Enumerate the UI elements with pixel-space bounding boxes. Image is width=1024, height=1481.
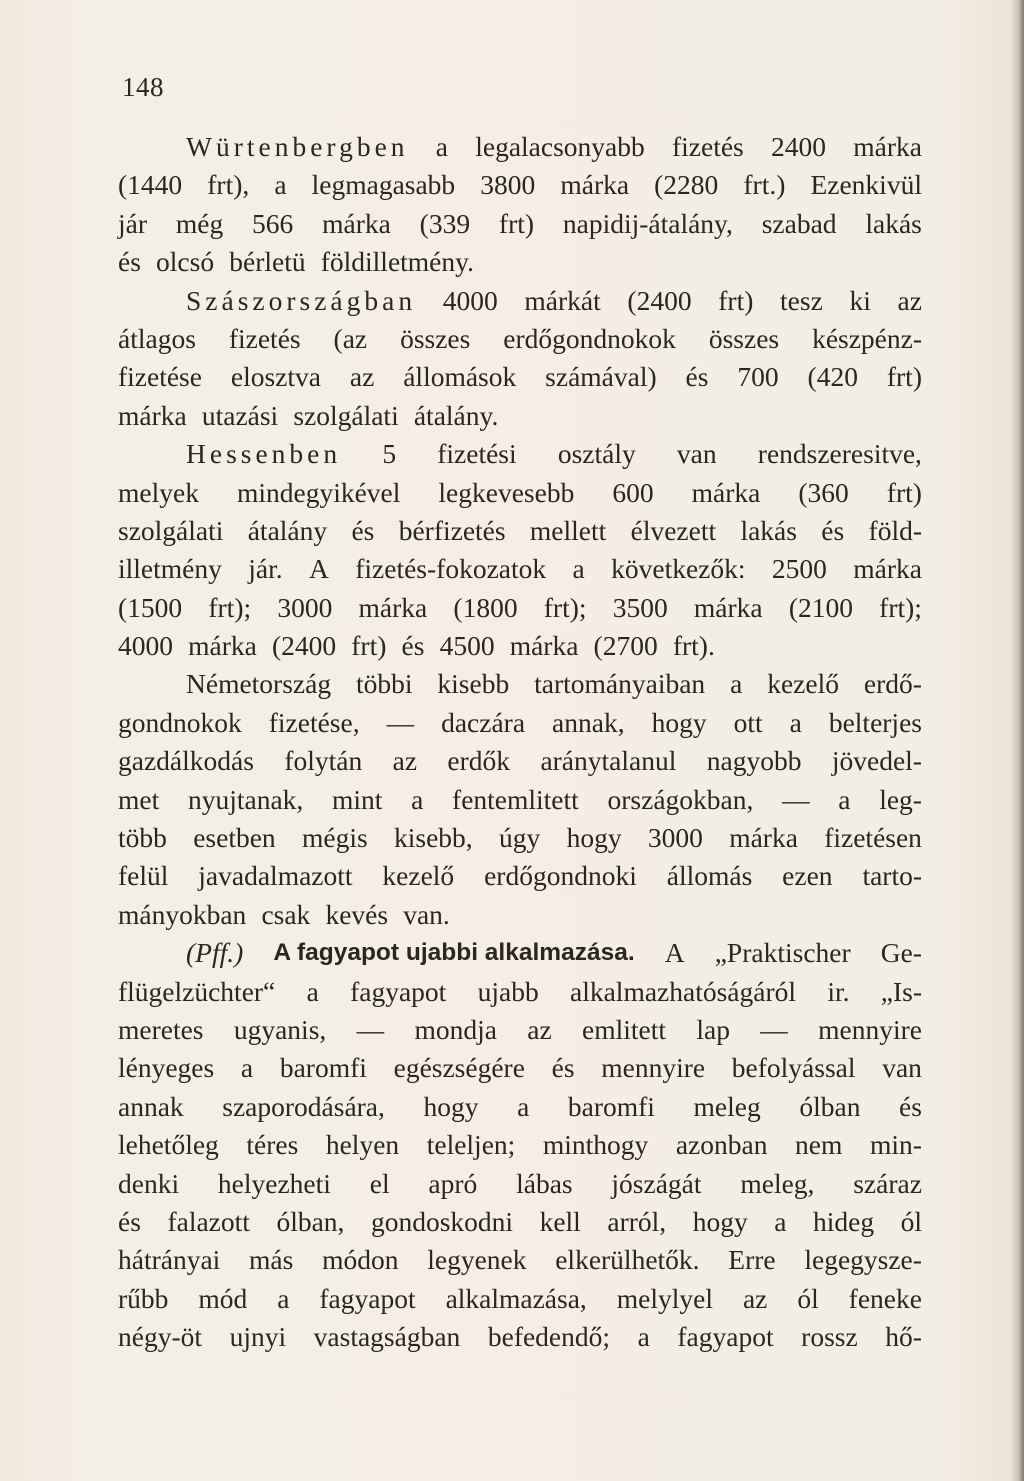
word: márka bbox=[358, 591, 428, 623]
word: legkevesebb bbox=[438, 476, 575, 508]
word: befolyással bbox=[731, 1052, 856, 1084]
word: szolgálati bbox=[293, 399, 399, 431]
word: denki bbox=[118, 1167, 180, 1199]
word: olcsó bbox=[156, 246, 215, 278]
word: egészségére bbox=[393, 1052, 525, 1084]
word: módon bbox=[322, 1244, 399, 1276]
word: (339 bbox=[419, 207, 471, 239]
word: felül bbox=[118, 860, 169, 892]
word: országokban, bbox=[607, 783, 754, 815]
word: leg- bbox=[879, 783, 922, 815]
word: van bbox=[676, 438, 717, 470]
word: feneke bbox=[848, 1282, 922, 1314]
word: meleg, bbox=[740, 1167, 815, 1199]
word: nagyobb bbox=[706, 745, 802, 777]
word: — bbox=[782, 783, 810, 815]
word: úgy bbox=[499, 822, 541, 854]
text-line bbox=[118, 550, 922, 588]
word: állomás bbox=[666, 860, 753, 892]
word: 600 bbox=[612, 476, 654, 508]
word: — bbox=[386, 706, 415, 738]
word: kell bbox=[539, 1205, 581, 1237]
word: (1440 bbox=[118, 169, 183, 201]
text-line bbox=[118, 243, 922, 281]
word: ezen bbox=[782, 860, 833, 892]
text-line bbox=[118, 320, 922, 358]
word: el bbox=[369, 1167, 390, 1199]
word: átalány bbox=[247, 514, 328, 546]
word: jószágát bbox=[611, 1167, 702, 1199]
word: minthogy bbox=[542, 1129, 649, 1161]
word: száraz bbox=[853, 1167, 922, 1199]
word: (2100 bbox=[788, 591, 853, 623]
word: elkerülhetők. bbox=[555, 1244, 700, 1276]
word: és bbox=[351, 514, 375, 546]
word: melylyel bbox=[616, 1282, 713, 1314]
word: frt.) bbox=[743, 169, 786, 201]
word: met bbox=[118, 783, 160, 815]
word: a bbox=[572, 553, 585, 585]
word: mányokban bbox=[118, 898, 247, 930]
word: annak, bbox=[552, 706, 625, 738]
word: és bbox=[118, 246, 141, 278]
text-line bbox=[118, 1165, 922, 1203]
word: (2700 bbox=[593, 630, 658, 662]
word: gazdálkodás bbox=[118, 745, 254, 777]
word: mint bbox=[331, 783, 383, 815]
word: a bbox=[637, 1321, 650, 1353]
word: többi bbox=[355, 668, 413, 700]
word: összes bbox=[708, 322, 780, 354]
text-line bbox=[118, 282, 922, 320]
word: márka bbox=[691, 476, 761, 508]
page-number: 148 bbox=[122, 72, 164, 102]
word: hogy bbox=[692, 1205, 748, 1237]
word: ugyanis, bbox=[233, 1013, 327, 1045]
article-heading: A fagyapot ujabbi alkalmazása. bbox=[273, 939, 635, 967]
word: „Praktischer bbox=[714, 937, 851, 969]
word: 3800 bbox=[480, 169, 536, 201]
text-line bbox=[118, 1126, 922, 1164]
word: az bbox=[742, 1282, 768, 1314]
word: márka bbox=[853, 131, 922, 162]
word: rendszeresitve, bbox=[757, 438, 922, 470]
word: átalány. bbox=[413, 399, 499, 431]
word: apró bbox=[428, 1167, 478, 1199]
text-line bbox=[118, 128, 922, 166]
word: falazott bbox=[167, 1205, 250, 1237]
text-line bbox=[118, 781, 922, 819]
word: frt) bbox=[886, 361, 922, 393]
word: téres bbox=[246, 1129, 299, 1161]
word: az bbox=[392, 745, 418, 777]
word: fizetés bbox=[671, 131, 744, 162]
word: gondoskodni bbox=[370, 1205, 514, 1237]
word: jövedel- bbox=[831, 745, 922, 777]
word: frt) bbox=[351, 630, 387, 662]
word: arról, bbox=[607, 1205, 667, 1237]
word: a bbox=[411, 783, 424, 815]
word: (2400 bbox=[627, 284, 692, 316]
word: a bbox=[730, 668, 743, 700]
word: 566 bbox=[252, 207, 294, 239]
word: márka bbox=[560, 169, 630, 201]
word: (1800 bbox=[453, 591, 518, 623]
text-line bbox=[118, 1318, 922, 1356]
word: — bbox=[760, 1013, 788, 1045]
word: erdőgondnokok bbox=[503, 322, 676, 354]
word: vastagságban bbox=[313, 1321, 461, 1353]
word: és bbox=[899, 1090, 922, 1122]
word: a bbox=[306, 975, 319, 1007]
text-line bbox=[118, 1088, 922, 1126]
word: Erre bbox=[728, 1244, 776, 1276]
word: (2280 bbox=[654, 169, 719, 201]
word: frt); bbox=[208, 591, 252, 623]
word: lábas bbox=[516, 1167, 573, 1199]
word: frt), bbox=[207, 169, 250, 201]
word: mégis bbox=[301, 822, 368, 854]
word: mennyire bbox=[818, 1013, 922, 1045]
word: lényeges bbox=[118, 1052, 215, 1084]
word: ólban, bbox=[276, 1205, 345, 1237]
word: helyen bbox=[325, 1129, 400, 1161]
word: 3000 bbox=[277, 591, 333, 623]
word: következők: bbox=[611, 553, 746, 585]
text-line bbox=[118, 1203, 922, 1241]
word: van. bbox=[403, 898, 450, 930]
word: rossz bbox=[801, 1321, 858, 1353]
word: tartományaiban bbox=[534, 668, 706, 700]
word: a bbox=[517, 1090, 530, 1122]
word: márka bbox=[118, 399, 187, 431]
word: az bbox=[349, 361, 375, 393]
word: emlitett bbox=[582, 1013, 667, 1045]
word: flügelzüchter“ bbox=[118, 975, 276, 1007]
text-line bbox=[118, 1280, 922, 1318]
word: a bbox=[274, 169, 287, 201]
word: befedendő; bbox=[487, 1321, 611, 1353]
word: föld- bbox=[868, 514, 922, 546]
text-line bbox=[118, 819, 922, 857]
word: fagyapot bbox=[350, 975, 447, 1007]
word: (az bbox=[333, 322, 368, 354]
word: 700 bbox=[737, 361, 779, 393]
word: még bbox=[175, 207, 224, 239]
word: lakás bbox=[865, 207, 922, 239]
word: Szászországban bbox=[186, 284, 417, 316]
word: 4000 bbox=[118, 630, 173, 662]
text-line bbox=[118, 589, 922, 627]
word: lakás bbox=[740, 514, 797, 546]
word: kevés bbox=[325, 898, 389, 930]
word: erdők bbox=[447, 745, 511, 777]
word: 5 bbox=[382, 438, 397, 470]
word: márka bbox=[322, 207, 391, 239]
word: meleg bbox=[693, 1090, 761, 1122]
word: ólban bbox=[799, 1090, 861, 1122]
word: baromfi bbox=[279, 1052, 367, 1084]
word: A bbox=[664, 937, 685, 969]
word: fagyapot bbox=[677, 1321, 774, 1353]
word: van bbox=[882, 1052, 922, 1084]
word: belterjes bbox=[828, 706, 922, 738]
word: a bbox=[789, 706, 802, 738]
word: erdőgondnoki bbox=[484, 860, 637, 892]
text-line bbox=[118, 1011, 922, 1049]
word: rűbb bbox=[118, 1282, 169, 1314]
word: osztály bbox=[557, 438, 636, 470]
word: legegysze- bbox=[804, 1244, 922, 1276]
text-line bbox=[118, 742, 922, 780]
word: a bbox=[435, 131, 448, 162]
word: ujnyi bbox=[229, 1321, 287, 1353]
word: daczára bbox=[441, 706, 526, 738]
word: 2500 bbox=[771, 553, 827, 585]
word: az bbox=[897, 284, 922, 316]
word: legyenek bbox=[427, 1244, 527, 1276]
word: Hessenben bbox=[186, 438, 342, 470]
word: A bbox=[309, 553, 329, 585]
word: legalacsonyabb bbox=[475, 131, 645, 162]
word: több bbox=[118, 822, 167, 854]
word: szaporodására, bbox=[222, 1090, 385, 1122]
text-line bbox=[118, 1241, 922, 1279]
word: számával) bbox=[545, 361, 657, 393]
word: és bbox=[118, 1205, 141, 1237]
word: mellett bbox=[529, 514, 607, 546]
word: Würtenbergben bbox=[186, 131, 409, 162]
word: földilletmény. bbox=[320, 246, 474, 278]
word: (2400 bbox=[271, 630, 337, 662]
word: folytán bbox=[284, 745, 363, 777]
word: ujabb bbox=[477, 975, 539, 1007]
word: helyezheti bbox=[217, 1167, 331, 1199]
word: ól bbox=[900, 1205, 922, 1237]
word: fizetési bbox=[437, 438, 517, 470]
word: kisebb, bbox=[394, 822, 473, 854]
word: fizetése bbox=[118, 361, 202, 393]
text-line bbox=[118, 1049, 922, 1087]
word: jár. bbox=[248, 553, 283, 585]
word: fagyapot bbox=[319, 1282, 416, 1314]
word: Ge- bbox=[880, 937, 922, 969]
word: négy-öt bbox=[118, 1321, 203, 1353]
word: a bbox=[240, 1052, 254, 1084]
word: alkalmazása, bbox=[445, 1282, 587, 1314]
word: és bbox=[821, 514, 845, 546]
word: fizetése, bbox=[268, 706, 360, 738]
word: jár bbox=[118, 207, 148, 239]
word: bérletü bbox=[229, 246, 306, 278]
word: nem bbox=[795, 1129, 843, 1161]
word: melyek bbox=[118, 476, 199, 508]
word: Németország bbox=[186, 668, 332, 700]
word: 4000 bbox=[442, 284, 498, 316]
word: frt) bbox=[886, 476, 922, 508]
word: frt) bbox=[718, 284, 754, 316]
word: kezelő bbox=[382, 860, 455, 892]
word: márkát bbox=[524, 284, 601, 316]
word: 2400 bbox=[770, 131, 826, 162]
word: szolgálati bbox=[118, 514, 224, 546]
text-line bbox=[118, 358, 922, 396]
word: hogy bbox=[566, 822, 622, 854]
word: napidij-átalány, bbox=[562, 207, 733, 239]
word: javadalmazott bbox=[198, 860, 353, 892]
word: — bbox=[356, 1013, 385, 1045]
text-line bbox=[118, 512, 922, 550]
word: tesz bbox=[780, 284, 823, 316]
word: ki bbox=[849, 284, 871, 316]
word: hogy bbox=[651, 706, 707, 738]
word: mindegyikével bbox=[236, 476, 401, 508]
word: és bbox=[685, 361, 709, 393]
text-line bbox=[118, 896, 922, 934]
word: frt); bbox=[543, 591, 587, 623]
word: (1500 bbox=[118, 591, 183, 623]
word: fentemlitett bbox=[452, 783, 579, 815]
text-line bbox=[118, 704, 922, 742]
word: más bbox=[249, 1244, 294, 1276]
word: készpénz- bbox=[812, 322, 922, 354]
word: min- bbox=[869, 1129, 922, 1161]
word: Ezenkivül bbox=[810, 169, 922, 201]
word: annak bbox=[118, 1090, 184, 1122]
word: meretes bbox=[118, 1013, 204, 1045]
word: mód bbox=[198, 1282, 248, 1314]
word: hogy bbox=[423, 1090, 479, 1122]
word: „Is- bbox=[880, 975, 922, 1007]
word: márka bbox=[509, 630, 579, 662]
word: fizetésen bbox=[824, 822, 922, 854]
word: aránytalanul bbox=[540, 745, 677, 777]
word: lehetőleg bbox=[118, 1129, 219, 1161]
text-line bbox=[118, 474, 922, 512]
word: és bbox=[401, 630, 425, 662]
text-line bbox=[118, 665, 922, 703]
word: legmagasabb bbox=[311, 169, 456, 201]
word: ott bbox=[733, 706, 763, 738]
text-line bbox=[118, 934, 922, 972]
word: nyujtanak, bbox=[187, 783, 304, 815]
word: fizetés-fokozatok bbox=[355, 553, 547, 585]
text-line bbox=[118, 627, 922, 665]
word: a bbox=[277, 1282, 290, 1314]
word: (360 bbox=[798, 476, 849, 508]
word: tarto- bbox=[862, 860, 922, 892]
word: (420 bbox=[807, 361, 858, 393]
word: frt); bbox=[879, 591, 922, 623]
text-line bbox=[118, 973, 922, 1011]
word: márka bbox=[188, 630, 257, 662]
word: 4500 bbox=[439, 630, 495, 662]
word: esetben bbox=[193, 822, 276, 854]
word: mennyire bbox=[601, 1052, 706, 1084]
word: azonban bbox=[675, 1129, 768, 1161]
text-line bbox=[118, 857, 922, 895]
word: alkalmazhatóságáról bbox=[570, 975, 797, 1007]
word: és bbox=[551, 1052, 575, 1084]
word: teleljen; bbox=[426, 1129, 516, 1161]
word: a bbox=[774, 1205, 787, 1237]
word: bérfizetés bbox=[398, 514, 506, 546]
word: az bbox=[527, 1013, 552, 1045]
word: gondnokok bbox=[118, 706, 242, 738]
word: elosztva bbox=[230, 361, 321, 393]
text-line bbox=[118, 397, 922, 435]
word: erdő- bbox=[863, 668, 922, 700]
word: baromfi bbox=[567, 1090, 655, 1122]
word: csak bbox=[261, 898, 311, 930]
word: frt) bbox=[498, 207, 535, 239]
word: kisebb bbox=[437, 668, 510, 700]
text-line bbox=[118, 166, 922, 204]
word: utazási bbox=[201, 399, 279, 431]
word: márka bbox=[693, 591, 763, 623]
word: állomások bbox=[403, 361, 517, 393]
text-line bbox=[118, 205, 922, 243]
word: 3000 bbox=[647, 822, 703, 854]
author-initials: (Pff.) bbox=[186, 937, 244, 969]
word: ir. bbox=[827, 975, 850, 1007]
word: 3500 bbox=[612, 591, 668, 623]
word: fizetés bbox=[228, 322, 301, 354]
word: a bbox=[838, 783, 851, 815]
word: kezelő bbox=[767, 668, 839, 700]
word: mondja bbox=[414, 1013, 497, 1045]
word: élvezett bbox=[630, 514, 717, 546]
page-edge-shadow bbox=[1010, 0, 1024, 1481]
word: márka bbox=[729, 822, 798, 854]
body-text bbox=[118, 128, 922, 1357]
word: hő- bbox=[885, 1321, 922, 1353]
word: hátrányai bbox=[118, 1244, 221, 1276]
word: márka bbox=[853, 553, 922, 585]
word: átlagos bbox=[118, 322, 196, 354]
text-line bbox=[118, 435, 922, 473]
word: illetmény bbox=[118, 553, 222, 585]
word: szabad bbox=[761, 207, 837, 239]
word: összes bbox=[400, 322, 471, 354]
word: frt). bbox=[672, 630, 715, 662]
word: hideg bbox=[812, 1205, 875, 1237]
word: lap bbox=[696, 1013, 730, 1045]
word: ól bbox=[797, 1282, 819, 1314]
